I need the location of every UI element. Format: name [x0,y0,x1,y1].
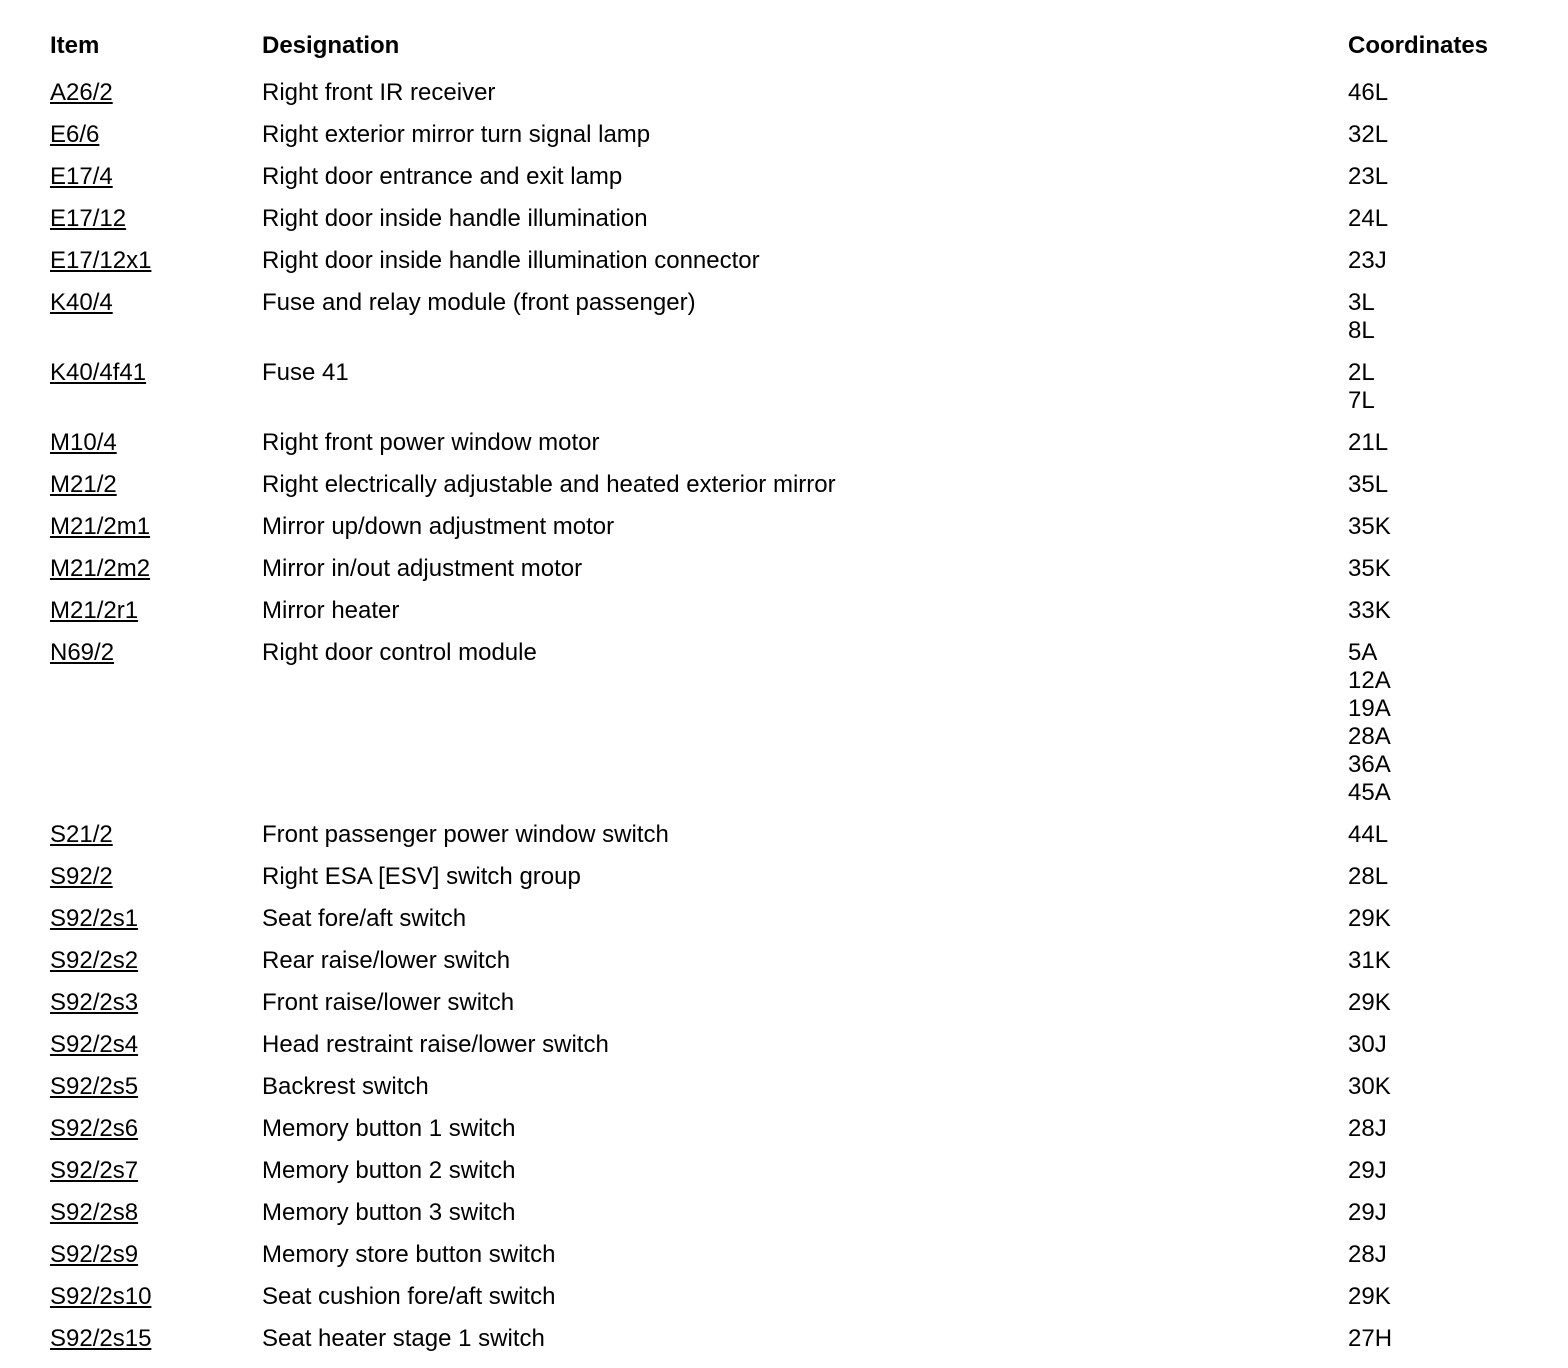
designation-cell: Right electrically adjustable and heated exterior mirror [262,471,836,498]
table-row [50,1101,1530,1143]
coordinate-value: 32L [1348,121,1389,148]
item-cell [50,905,262,933]
coordinate-value: 46L [1348,79,1389,106]
item-link[interactable]: S92/2s10 [50,1283,152,1310]
table-row [50,107,1530,149]
item-link[interactable]: N69/2 [50,639,115,666]
table-row [50,415,1530,457]
table-row [50,499,1530,541]
coordinates-cell [1348,1073,1530,1101]
item-link[interactable]: S92/2s4 [50,1031,139,1058]
coordinate-value: 27H [1348,1325,1393,1352]
coordinates-cell [1348,1283,1530,1311]
component-legend-table [50,30,1530,1353]
item-link[interactable]: S92/2s7 [50,1157,139,1184]
designation-cell: Right front IR receiver [262,79,496,106]
item-link[interactable]: S92/2s2 [50,947,139,974]
item-cell [50,471,262,499]
coordinate-value: 28L [1348,863,1389,890]
coordinates-cell [1348,989,1530,1017]
table-row [50,345,1530,415]
coordinates-cell [1348,555,1530,583]
coordinate-value: 3L [1348,289,1375,316]
item-link[interactable]: S92/2s8 [50,1199,139,1226]
item-link[interactable]: M21/2m1 [50,513,151,540]
item-link[interactable]: A26/2 [50,79,113,106]
item-link[interactable]: S92/2s15 [50,1325,152,1352]
item-link[interactable]: S21/2 [50,821,113,848]
item-link[interactable]: M10/4 [50,429,117,456]
designation-cell: Right door control module [262,639,537,666]
coordinate-value: 23L [1348,163,1389,190]
item-link[interactable]: E17/12 [50,205,127,232]
table-header [50,30,1530,65]
coordinates-cell [1348,1241,1530,1269]
table-row [50,1143,1530,1185]
item-link[interactable]: E17/12x1 [50,247,152,274]
coordinate-value: 5A [1348,639,1378,666]
coordinates-cell [1348,289,1530,345]
designation-cell: Front raise/lower switch [262,989,515,1016]
item-cell [50,639,262,667]
coordinates-cell [1348,429,1530,457]
item-cell [50,597,262,625]
designation-cell: Memory button 3 switch [262,1199,516,1226]
coordinates-cell [1348,597,1530,625]
item-cell [50,1283,262,1311]
designation-cell: Seat cushion fore/aft switch [262,1283,556,1310]
designation-cell: Seat fore/aft switch [262,905,467,932]
item-link[interactable]: M21/2m2 [50,555,151,582]
coordinate-value: 30K [1348,1073,1391,1100]
coordinate-value: 44L [1348,821,1389,848]
coordinate-value: 24L [1348,205,1389,232]
designation-cell: Backrest switch [262,1073,429,1100]
item-cell [50,1031,262,1059]
coordinates-cell [1348,1157,1530,1185]
coordinates-cell [1348,471,1530,499]
table-row [50,807,1530,849]
coordinates-cell [1348,359,1530,415]
table-row [50,1017,1530,1059]
coordinates-cell [1348,905,1530,933]
table-row [50,275,1530,345]
item-cell [50,359,262,387]
header-coordinates: Coordinates [1348,32,1489,59]
coordinate-value: 21L [1348,429,1389,456]
coordinate-value: 23J [1348,247,1387,274]
table-row [50,233,1530,275]
item-link[interactable]: E17/4 [50,163,113,190]
item-cell [50,947,262,975]
item-cell [50,1199,262,1227]
coordinates-cell [1348,1199,1530,1227]
coordinates-cell [1348,863,1530,891]
table-row [50,65,1530,107]
coordinate-value: 19A [1348,695,1391,722]
coordinates-cell [1348,79,1530,107]
coordinates-cell [1348,821,1530,849]
coordinate-value: 7L [1348,387,1375,414]
item-cell [50,163,262,191]
designation-cell: Right door inside handle illumination [262,205,648,232]
item-link[interactable]: S92/2s6 [50,1115,139,1142]
designation-cell: Mirror up/down adjustment motor [262,513,615,540]
coordinates-cell [1348,205,1530,233]
item-link[interactable]: S92/2s3 [50,989,139,1016]
coordinate-value: 45A [1348,779,1391,806]
coordinate-value: 28J [1348,1241,1387,1268]
table-row [50,1227,1530,1269]
item-cell [50,121,262,149]
coordinate-value: 35K [1348,555,1391,582]
coordinate-value: 2L [1348,359,1375,386]
designation-cell: Mirror heater [262,597,400,624]
designation-cell: Right exterior mirror turn signal lamp [262,121,651,148]
table-row [50,849,1530,891]
coordinates-cell [1348,1031,1530,1059]
coordinate-value: 29K [1348,905,1391,932]
designation-cell: Memory store button switch [262,1241,556,1268]
item-link[interactable]: S92/2s1 [50,905,139,932]
table-row [50,1059,1530,1101]
table-row [50,457,1530,499]
table-row [50,541,1530,583]
item-link[interactable]: K40/4f41 [50,359,147,386]
item-cell [50,513,262,541]
item-cell [50,989,262,1017]
header-designation: Designation [262,32,400,59]
header-item: Item [50,32,100,59]
coordinate-value: 35L [1348,471,1389,498]
item-cell [50,1115,262,1143]
item-cell [50,205,262,233]
coordinates-cell [1348,121,1530,149]
designation-cell: Rear raise/lower switch [262,947,511,974]
coordinates-cell [1348,1115,1530,1143]
table-row [50,149,1530,191]
item-cell [50,79,262,107]
table-row [50,1269,1530,1311]
coordinate-value: 36A [1348,751,1391,778]
designation-cell: Mirror in/out adjustment motor [262,555,583,582]
table-row [50,1185,1530,1227]
designation-cell: Memory button 1 switch [262,1115,516,1142]
table-body [50,65,1530,1353]
coordinates-cell [1348,639,1530,807]
designation-cell: Right ESA [ESV] switch group [262,863,581,890]
item-link[interactable]: S92/2 [50,863,113,890]
item-cell [50,1241,262,1269]
coordinates-cell [1348,513,1530,541]
coordinate-value: 29J [1348,1199,1387,1226]
table-row [50,933,1530,975]
coordinate-value: 30J [1348,1031,1387,1058]
item-cell [50,1325,262,1353]
item-link[interactable]: K40/4 [50,289,113,316]
coordinate-value: 28A [1348,723,1391,750]
item-cell [50,1073,262,1101]
item-link[interactable]: S92/2s5 [50,1073,139,1100]
table-row [50,625,1530,807]
coordinates-cell [1348,163,1530,191]
designation-cell: Right door entrance and exit lamp [262,163,623,190]
item-cell [50,429,262,457]
item-link[interactable]: M21/2r1 [50,597,139,624]
coordinate-value: 29K [1348,1283,1391,1310]
item-cell [50,863,262,891]
coordinates-cell [1348,247,1530,275]
designation-cell: Memory button 2 switch [262,1157,516,1184]
coordinates-cell [1348,1325,1530,1353]
coordinates-cell [1348,947,1530,975]
coordinate-value: 29J [1348,1157,1387,1184]
designation-cell: Right door inside handle illumination connector [262,247,760,274]
table-row [50,191,1530,233]
item-cell [50,289,262,317]
designation-cell: Right front power window motor [262,429,600,456]
table-row [50,891,1530,933]
item-link[interactable]: S92/2s9 [50,1241,139,1268]
coordinate-value: 28J [1348,1115,1387,1142]
coordinate-value: 31K [1348,947,1391,974]
designation-cell: Fuse 41 [262,359,349,386]
item-cell [50,821,262,849]
item-link[interactable]: M21/2 [50,471,117,498]
item-link[interactable]: E6/6 [50,121,100,148]
designation-cell: Seat heater stage 1 switch [262,1325,545,1352]
designation-cell: Fuse and relay module (front passenger) [262,289,696,316]
coordinate-value: 8L [1348,317,1375,344]
coordinate-value: 29K [1348,989,1391,1016]
coordinate-value: 33K [1348,597,1391,624]
item-cell [50,555,262,583]
table-row [50,975,1530,1017]
item-cell [50,247,262,275]
table-row [50,1311,1530,1353]
item-cell [50,1157,262,1185]
coordinate-value: 12A [1348,667,1391,694]
designation-cell: Head restraint raise/lower switch [262,1031,609,1058]
table-row [50,583,1530,625]
designation-cell: Front passenger power window switch [262,821,669,848]
coordinate-value: 35K [1348,513,1391,540]
